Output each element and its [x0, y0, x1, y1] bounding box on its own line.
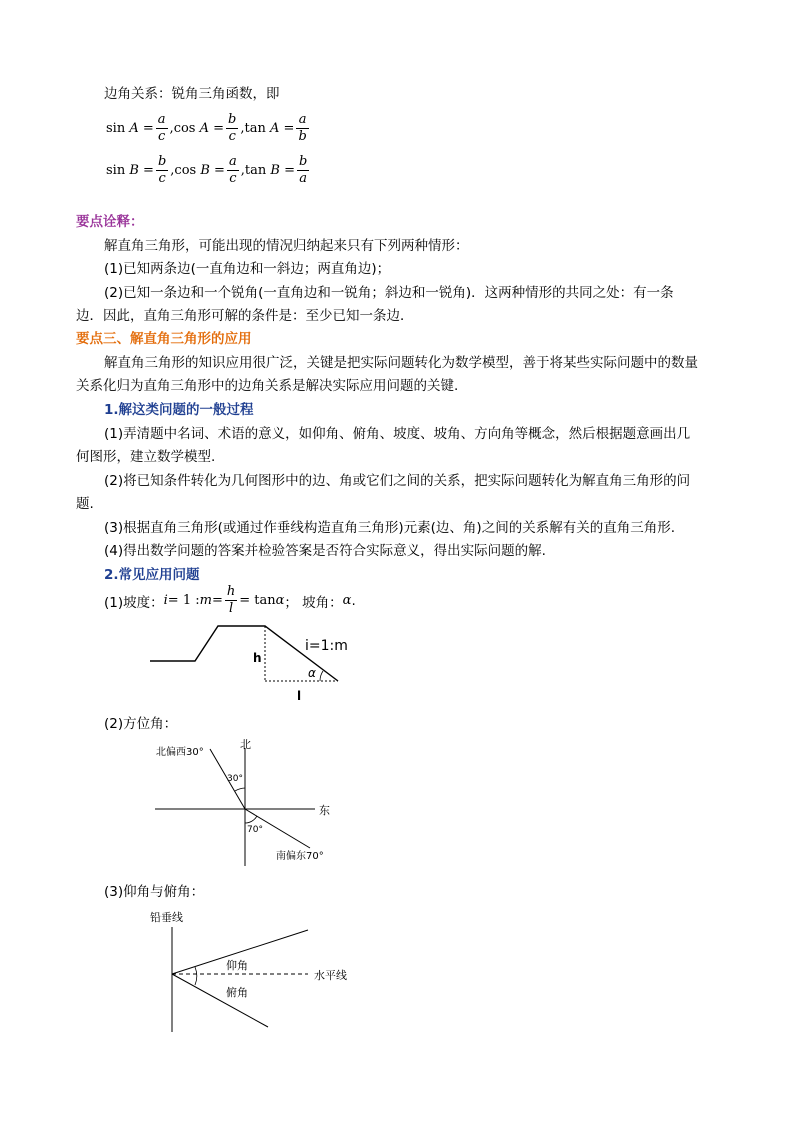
horizontal-label: 水平线 [314, 969, 347, 982]
equals-text: = tan [239, 593, 276, 608]
arc-30 [235, 788, 245, 791]
elevation-angle-label: 仰角 [226, 959, 248, 972]
numerator: b [298, 154, 308, 169]
azimuth-label: (2)方位角： [104, 716, 178, 732]
fraction [225, 584, 237, 617]
numerator: a [296, 112, 308, 129]
denominator: l [228, 601, 234, 616]
key-note-line: 边．因此，直角三角形可解的条件是：至少已知一条边． [76, 308, 414, 324]
sub1-line: (1)弄清题中名词、术语的意义，如仰角、俯角、坡度、坡角、方向角等概念，然后根据题意画出几 [104, 426, 691, 442]
fraction [296, 112, 308, 145]
angle-30-label: 30° [227, 774, 243, 784]
downward-ray [172, 974, 268, 1027]
se-label: 南偏东70° [276, 851, 324, 862]
equals: = [283, 121, 295, 136]
separator: , [240, 163, 245, 178]
elevation-label: (3)仰角与俯角： [104, 884, 205, 900]
label-alpha: α [308, 666, 316, 680]
label-h: h [253, 651, 262, 665]
elevation-figure [140, 905, 380, 1037]
sub1-line: 何图形，建立数学模型. [76, 449, 216, 465]
angle-arc [320, 671, 323, 681]
key-note-heading: 要点诠释： [76, 214, 144, 230]
slope-label: (1)坡度： [104, 594, 164, 611]
separator: , [170, 163, 175, 178]
fraction [227, 154, 239, 187]
var-alpha: α [275, 593, 285, 608]
depression-angle-label: 俯角 [226, 986, 248, 999]
north-label: 北 [240, 738, 251, 751]
equals-text: = 1 : [167, 593, 200, 608]
formula-row-1 [106, 112, 311, 145]
denominator: c [158, 129, 166, 144]
sub1-line: 题. [76, 496, 94, 512]
numerator: a [228, 154, 237, 169]
func-sin: sin [106, 121, 126, 136]
period: . [351, 592, 356, 609]
sub2-heading: 2.常见应用问题 [104, 567, 200, 583]
var: B [270, 163, 280, 178]
arc-70 [245, 816, 257, 823]
slope-formula [104, 584, 356, 617]
equals: = [143, 163, 154, 178]
fraction [156, 112, 168, 145]
var-i: i [163, 593, 168, 608]
sub1-line: (4)得出数学问题的答案并检验答案是否符合实际意义，得出实际问题的解. [104, 543, 546, 559]
var: B [129, 163, 139, 178]
separator: , [240, 121, 245, 136]
separator: , [169, 121, 174, 136]
func-tan: tan [244, 121, 266, 136]
numerator: b [157, 154, 167, 169]
denominator: a [299, 171, 308, 186]
func-tan: tan [244, 163, 267, 178]
func-cos: cos [173, 121, 196, 136]
equals: = [214, 163, 225, 178]
numerator: a [157, 112, 166, 127]
angle-arc [195, 967, 197, 985]
sub1-heading: 1.解这类问题的一般过程 [104, 402, 254, 418]
sub1-line: (2)将已知条件转化为几何图形中的边、角或它们之间的关系，把实际问题转化为解直角三角形的问 [104, 473, 691, 489]
var: A [270, 121, 280, 136]
section3-line: 解直角三角形的知识应用很广泛，关键是把实际问题转化为数学模型，善于将某些实际问题中的数量 [104, 355, 698, 371]
section3-heading: 要点三、解直角三角形的应用 [76, 331, 252, 347]
slope-angle-label: ； 坡角： [284, 594, 343, 611]
key-note-line: (1)已知两条边(一直角边和一斜边；两直角边)； [104, 261, 391, 277]
label-l: l [297, 689, 302, 703]
denominator: b [298, 129, 307, 144]
var-alpha: α [342, 593, 352, 608]
denominator: c [158, 171, 166, 186]
equals: = [142, 121, 154, 136]
east-label: 东 [319, 804, 330, 817]
intro-text: 边角关系：锐角三角函数，即 [104, 86, 280, 102]
nw-label: 北偏西30° [156, 747, 204, 758]
denominator: c [228, 129, 236, 144]
key-note-line: (2)已知一条边和一个锐角(一直角边和一锐角；斜边和一锐角)．这两种情形的共同之处：有一条 [104, 285, 674, 301]
equals: = [213, 121, 225, 136]
var: A [129, 121, 139, 136]
formula-row-2 [106, 154, 311, 187]
fraction [226, 112, 238, 145]
label-ratio: i=1:m [305, 638, 348, 654]
denominator: c [229, 171, 237, 186]
angle-70-label: 70° [247, 825, 263, 835]
key-note-line: 解直角三角形，可能出现的情况归纳起来只有下列两种情形： [104, 238, 469, 254]
section3-line: 关系化归为直角三角形中的边角关系是解决实际应用问题的关键. [76, 378, 459, 394]
numerator: b [228, 112, 237, 127]
func-sin: sin [106, 163, 126, 178]
plumb-label: 铅垂线 [150, 911, 183, 924]
var: B [200, 163, 210, 178]
var-m: m [199, 593, 212, 608]
var: A [199, 121, 209, 136]
numerator: h [226, 584, 236, 599]
slope-figure [140, 618, 370, 708]
equals: = [284, 163, 295, 178]
fraction [156, 154, 168, 187]
fraction [297, 154, 309, 187]
func-cos: cos [174, 163, 197, 178]
sub1-line: (3)根据直角三角形(或通过作垂线构造直角三角形)元素(边、角)之间的关系解有关的直角三角形. [104, 520, 675, 536]
azimuth-figure [150, 736, 340, 871]
equals-text: = [211, 593, 223, 608]
